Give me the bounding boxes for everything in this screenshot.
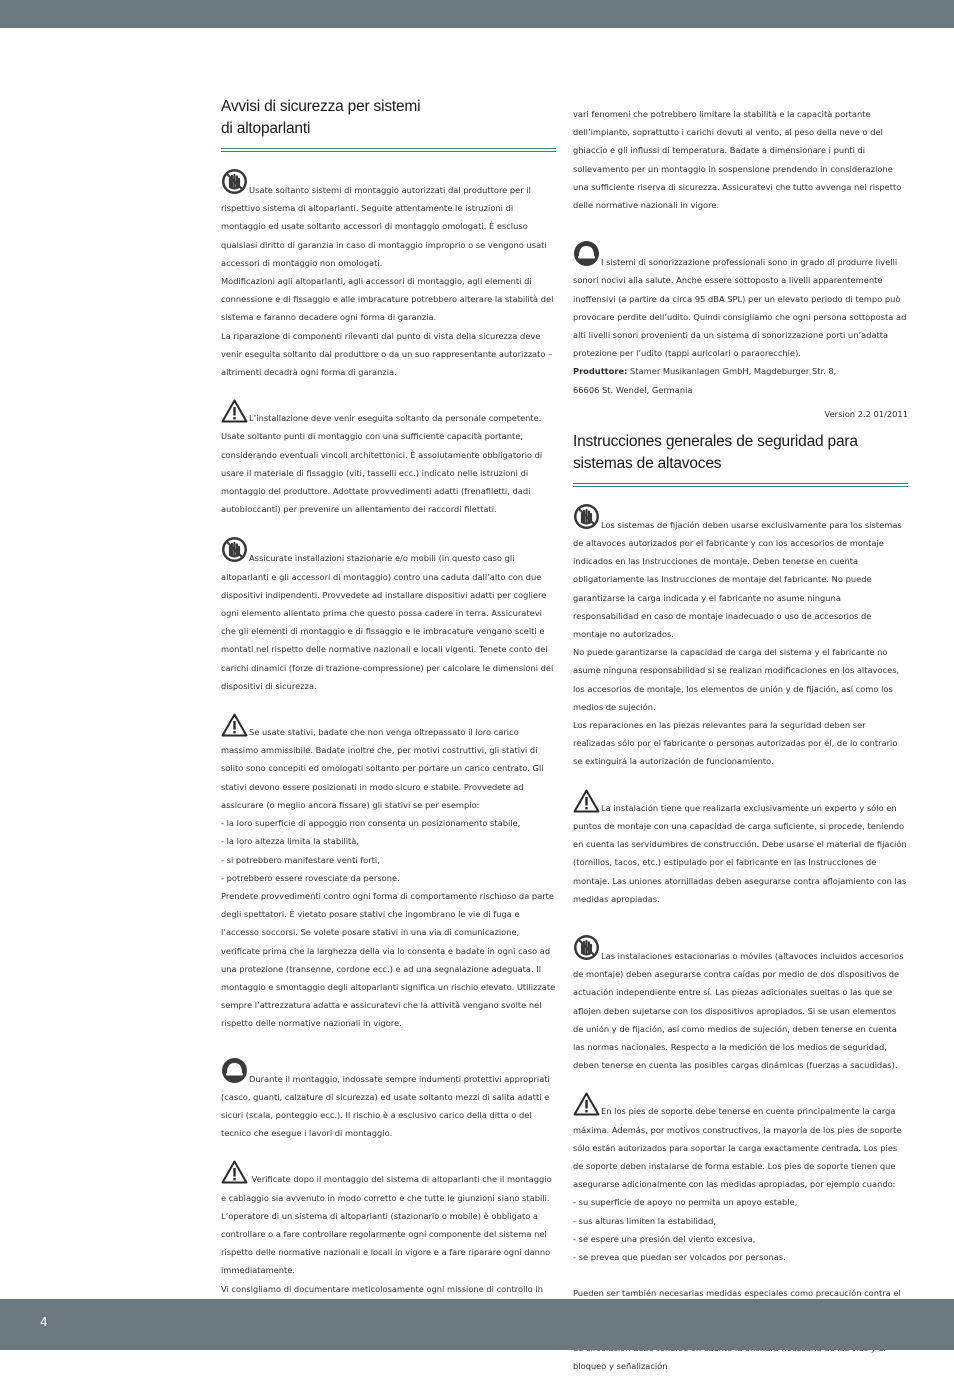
version-label: Version 2.2 01/2011 xyxy=(824,408,908,419)
warning-triangle-icon xyxy=(221,1160,248,1184)
section-verification: Verificate dopo il montaggio del sistema di altoparlanti che il montaggio e cablaggio sia avvenuto in modo corretto e che tutte le giunzioni siano stabili. L’operatore di un sistema di altoparlanti (stazionario o mobile) è obbligato a controllare o a fare controllare regolarmente ogni componente del sistema nel rispetto delle normative nazionali e locali in vigore e a fare riparare ogni danno immediatamente. Vi consigliamo di documentare meticolosamente ogni missione di controllo in xyxy=(221,1160,556,1352)
section-es-stands: En los pies de soporte debe tenerse en cuenta principalmente la carga máxima. Además, por motivos constructivos, la mayoría de los pies de soporte sólo están autorizados para soportar la carga exactamente centrada. Los pies de soporte deben instalarse de forma estable. Los pies de soporte tienen que asegurarse adicionalmente con las medidas apropiadas, por ejemplo cuando: - su superficie de apoyo no permita un apoyo estable, - sus alturas limiten la estabilidad, - se espere una presión del viento excesiva, - se prevea que puedan ser volcados por personas. xyxy=(573,1092,908,1266)
section-installation: L’installazione deve venir eseguita soltanto da personale competente. Usate soltanto punti di montaggio con una sufficiente capacità portante, considerando eventuali vincoli architettonici. È assolutamente obbligatorio di usare il materiale di fissaggio (viti, tasselli ecc.) indicato nelle istruzioni di montaggio del produttore. Adottate provvedimenti adatti (frenafiletti, dadi autobloccanti) per prevenire un allentamento dei raccordi filettati. xyxy=(221,399,556,518)
warning-triangle-icon xyxy=(573,789,600,813)
section-protective-clothing: Durante il montaggio, indossate sempre indumenti protettivi appropriati (casco, guanti, calzature di sicurezza) ed usate soltanto mezzi di salita adatti e sicuri (scala, ponteggio ecc.). Il rischio è a esclusivo carico della ditta o del tecnico che esegue i lavori di montaggio. xyxy=(221,1057,556,1143)
warning-triangle-icon xyxy=(221,713,248,737)
section-stands: Se usate stativi, badate che non venga oltrepassato il loro carico massimo ammissibile. Badate inoltre che, per motivi costruttivi, gli stativi di solito sono concepiti ed omologati soltanto per portare un carico centrato. Gli stativi devono essere posizionati in modo sicuro e stabile. Provvedete ad assicurare (o meglio ancora fissare) gli stativi se per esempio: - la loro superficie di appoggio non consenta un posizionamento stabile, - la loro altezza limita la stabilità, - si potrebbero manifestare venti forti, - potrebbero essere rovesciate da persone. Prendete provvedimenti contro ogni forma di comportamento rischioso da parte degli spettatori. È vietato posare stativi che ingombrano le vie di fuga e l’accesso soccorsi. Se volete posare stativi in una via di comunicazione, verificate prima che la larghezza della via lo consenta e badate in ogni caso ad una protezione (transenne, cordone ecc.) e ad una segnalazione adeguata. Il montaggio e smontaggio degli altoparlanti significa un rischio elevato. Utilizzate sempre l’attrezzatura adatta e assicuratevi che la attività vengano svolte nel rispetto delle normative nazionali in vigore. xyxy=(221,713,556,1032)
warning-triangle-icon xyxy=(221,399,248,423)
stop-hand-icon xyxy=(573,503,600,530)
section-es-spectators: Pueden ser también necesarias medidas especiales como precaución contra el bloqueo y señalización xyxy=(573,1288,901,1371)
section-hearing: I sistemi di sonorizzazione professionali sono in grado di produrre livelli sonori nocivi alla salute. Anche essere sottoposto a livelli apparentemente inoffensivi (a partire da circa 95 dBA SPL) per un elevato periodo di tempo può provocare perdite dell’udito. Quindi consigliamo che ogni persona sottoposta ad alti livelli sonori provenienti da un sistema di sonorizzazione porti un’adatta protezione per l’udito (tappi auricolari o paraorecchie). Produttore: Stamer Musikanlagen GmbH, Magdeburger Str. 8, 66606 St. Wendel, Germania xyxy=(573,240,908,399)
section-continued: vari fenomeni che potrebbero limitare la stabilità e la capacità portante dell’impianto, soprattutto i carichi dovuti al vento, al peso della neve o del ghiaccio e gli influssi di temperatura. Badate a dimensionare i punti di sollevamento per un montaggio in sospensione prendendo in considerazione una sufficiente riserva di sicurezza. Assicuratevi che tutto avvenga nel rispetto delle normative nazionali in vigore. xyxy=(573,109,902,211)
section-mounting-systems: Usate soltanto sistemi di montaggio autorizzati dal produttore per il rispettivo sistema di altoparlanti. Seguite attentamente le istruzioni di montaggio ed usate soltanto accessori di montaggio omologati. È escluso qualsiasi diritto di garanzia in caso di montaggio improprio o se vengono usati accessori di montaggio non omologati. Modificazioni agli altoparlanti, agli accessori di montaggio, agli elementi di connessione e di fissaggio e alle imbracature potrebbero alterare la stabilità del sistema e faranno decadere ogni forma di garanzia. La riparazione di componenti rilevanti dal punto di vista della sicurezza deve venir eseguita soltanto dal produttore o da un suo rappresentante autorizzato – altrimenti decadrà ogni forma di garanzia. xyxy=(221,168,556,381)
section-fall-protection: Assicurate installazioni stazionarie e/o mobili (in questo caso gli altoparlanti e gli accessori di montaggio) contro una caduta dall’alto con due dispositivi indipendenti. Provvedete ad installare dispositivi adatti per cogliere ogni elemento allentato prima che questo possa cadere in terra. Assicuratevi che gli elementi di montaggio e di fissaggio e le imbracature vengano scelti e montati nel rispetto delle normative nazionali e locali vigenti. Tenete conto dei carichi dinamici (forze di trazione-compressione) per calcolare le dimensioni dei dispositivi di sicurezza. xyxy=(221,536,556,695)
warning-triangle-icon xyxy=(573,1092,600,1116)
heading-rule xyxy=(221,148,556,152)
section-es-installation: La instalación tiene que realizarla exclusivamente un experto y sólo en puntos de montaje con una capacidad de carga suficiente, si procede, teniendo en cuenta las servidumbres de construcción. Debe usarse el material de fijación (tornillos, tacos, etc.) estipulado por el fabricante en las Instrucciones de montaje. Las uniones atornilladas deben asegurarse contra aflojamiento con las medidas apropiadas. xyxy=(573,789,908,908)
heading-rule xyxy=(573,483,908,487)
spanish-heading: Instrucciones generales de seguridad para sistemas de altavoces xyxy=(573,432,858,472)
top-bar xyxy=(0,0,954,28)
italian-column xyxy=(221,96,556,1370)
bottom-bar xyxy=(0,1299,954,1350)
section-es-mounting-systems: Los sistemas de fijación deben usarse exclusivamente para los sistemas de altavoces autorizados por el fabricante y con los accesorios de montaje indicados en las Instrucciones de montaje. Deben tenerse en cuenta obligatoriamente las Instrucciones de montaje del fabricante. No puede garantizarse la carga indicada y el fabricante no asume ninguna responsabilidad en caso de montaje inadecuado o uso de accesorios de montaje no autorizados. No puede garantizarse la capacidad de carga del sistema y el fabricante no asume ninguna responsabilidad si se realizan modificaciones en los altavoces, los accesorios de montaje, los elementos de unión y de fijación, así como los medios de sujeción. Los reparaciones en las piezas relevantes para la seguridad deben ser realizadas sólo por el fabricante o personas autorizadas por él, de lo contrario se extinguirá la autorización de funcionamiento. xyxy=(573,503,908,771)
helmet-icon xyxy=(221,1057,248,1084)
stop-hand-icon xyxy=(573,934,600,961)
italian-heading: Avvisi di sicurezza per sistemi di altoparlanti xyxy=(221,98,421,137)
producer-line: Produttore: Stamer Musikanlagen GmbH, Magdeburger Str. 8, xyxy=(573,366,837,377)
stop-hand-icon xyxy=(221,168,248,195)
stop-hand-icon xyxy=(221,536,248,563)
ear-protection-icon xyxy=(573,240,600,267)
page-number: 4 xyxy=(40,1315,48,1329)
right-column xyxy=(573,105,908,1393)
section-es-fall-protection: Las instalaciones estacionarias o móviles (altavoces incluidos accesorios de montaje) deben asegurarse contra caídas por medio de dos dispositivos de actuación independiente entre sí. Las piezas adicionales sueltas o las que se aflojen deben sujetarse con los dispositivos apropiados. Si se usan elementos de unión y de fijación, así como medios de sujeción, deben tenerse en cuenta las normas nacionales. Respecto a la medición de los medios de seguridad, deben tenerse en cuenta las posibles cargas dinámicas (fuerzas a sacudidas). xyxy=(573,934,908,1074)
